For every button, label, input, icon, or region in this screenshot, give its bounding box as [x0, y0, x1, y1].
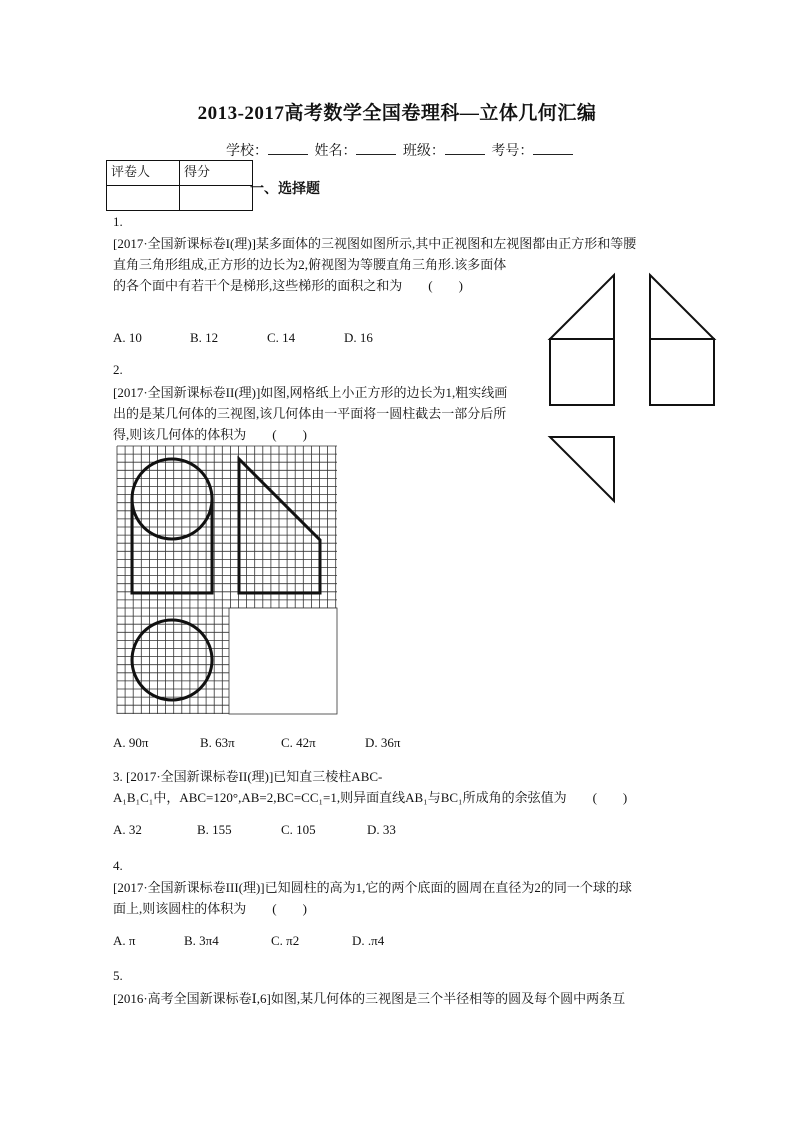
score-cell[interactable]: [180, 186, 253, 211]
school-label: 学校：: [226, 143, 268, 159]
q2-grid-figure: [115, 445, 340, 715]
q2-line-2: 出的是某几何体的三视图,该几何体由一平面将一圆柱截去一部分后所: [113, 406, 507, 421]
q2-option-b[interactable]: B. 63π: [200, 735, 235, 750]
q2-option-c[interactable]: C. 42π: [281, 735, 316, 750]
score-header: 得分: [180, 161, 253, 186]
q5-line-1: [2016·高考全国新课标卷Ⅰ,6]如图,某几何体的三视图是三个半径相等的圆及每个圆中两条互: [113, 991, 626, 1006]
q1-front-view-triangle: [550, 275, 614, 339]
q3-line-2: A₁B₁C₁中，ABC=120°,AB=2,BC=CC₁=1,则异面直线AB₁与BC₁所成角的余弦值为 ( ): [113, 790, 628, 805]
q1-option-c[interactable]: C. 14: [267, 330, 296, 345]
q2-blank-region: [229, 608, 337, 714]
q1-line-2: 直角三角形组成,正方形的边长为2,俯视图为等腰直角三角形.该多面体: [113, 257, 507, 272]
q1-front-view-square: [550, 339, 614, 405]
class-label: 班级：: [402, 143, 445, 159]
page-title: 2013-2017高考数学全国卷理科—立体几何汇编: [197, 103, 597, 124]
q3-option-d[interactable]: D. 33: [367, 822, 396, 837]
q4-stem: [113, 877, 733, 919]
q1-option-a[interactable]: A. 10: [113, 330, 142, 345]
q3-option-a[interactable]: A. 32: [113, 822, 142, 837]
q1-option-d[interactable]: D. 16: [344, 330, 373, 345]
q1-line-3: 的各个面中有若干个是梯形,这些梯形的面积之和为 ( ): [113, 278, 463, 293]
q3-option-c[interactable]: C. 105: [281, 822, 316, 837]
q4-option-c[interactable]: C. π2: [271, 933, 300, 948]
q2-stem: [113, 382, 553, 445]
q4-number: 4.: [113, 858, 123, 873]
q4-options: [113, 933, 384, 949]
q1-line-1: [2017·全国新课标卷I(理)]某多面体的三视图如图所示,其中正视图和左视图都由正方形和等腰: [113, 236, 637, 251]
q1-number: 1.: [113, 214, 123, 229]
grader-cell[interactable]: [107, 186, 180, 211]
q1-side-view-square: [650, 339, 714, 405]
exam-number-blank[interactable]: [533, 142, 573, 155]
class-blank[interactable]: [445, 142, 485, 155]
q3-option-b[interactable]: B. 155: [197, 822, 232, 837]
q1-options: [113, 330, 373, 346]
q1-three-view-figure: [540, 265, 725, 510]
q2-side-view-outline: [239, 459, 320, 593]
q2-option-d[interactable]: D. 36π: [365, 735, 401, 750]
score-table: [106, 160, 253, 211]
q2-line-3: 得,则该几何体的体积为 ( ): [113, 427, 307, 442]
q4-option-b[interactable]: B. 3π4: [184, 933, 219, 948]
exam-number-label: 考号：: [491, 143, 534, 159]
q5-number: 5.: [113, 968, 123, 983]
q4-line-1: [2017·全国新课标卷III(理)]已知圆柱的高为1,它的两个底面的圆周在直径为2的同一个球的球: [113, 880, 632, 895]
school-blank[interactable]: [268, 142, 308, 155]
q4-line-2: 面上,则该圆柱的体积为 ( ): [113, 901, 307, 916]
q3-line-1: 3. [2017·全国新课标卷II(理)]已知直三棱柱ABC-: [113, 769, 383, 784]
q2-number: 2.: [113, 362, 123, 377]
name-blank[interactable]: [356, 142, 396, 155]
student-info-line: [226, 140, 575, 160]
q2-option-a[interactable]: A. 90π: [113, 735, 149, 750]
section-title: 一、选择题: [250, 181, 320, 197]
grader-header: 评卷人: [107, 161, 180, 186]
q1-side-view-triangle: [650, 275, 714, 339]
q4-option-a[interactable]: A. π: [113, 933, 136, 948]
q4-option-d[interactable]: D. .π4: [352, 933, 385, 948]
q1-top-view-triangle: [550, 437, 614, 501]
name-label: 姓名：: [314, 143, 357, 159]
q3-options: [113, 822, 396, 838]
q5-stem: [113, 988, 733, 1009]
q3-stem: [113, 766, 733, 808]
q2-options: [113, 735, 400, 751]
q2-line-1: [2017·全国新课标卷II(理)]如图,网格纸上小正方形的边长为1,粗实线画: [113, 385, 508, 400]
q1-option-b[interactable]: B. 12: [190, 330, 219, 345]
q2-front-view-outline: [132, 499, 212, 593]
